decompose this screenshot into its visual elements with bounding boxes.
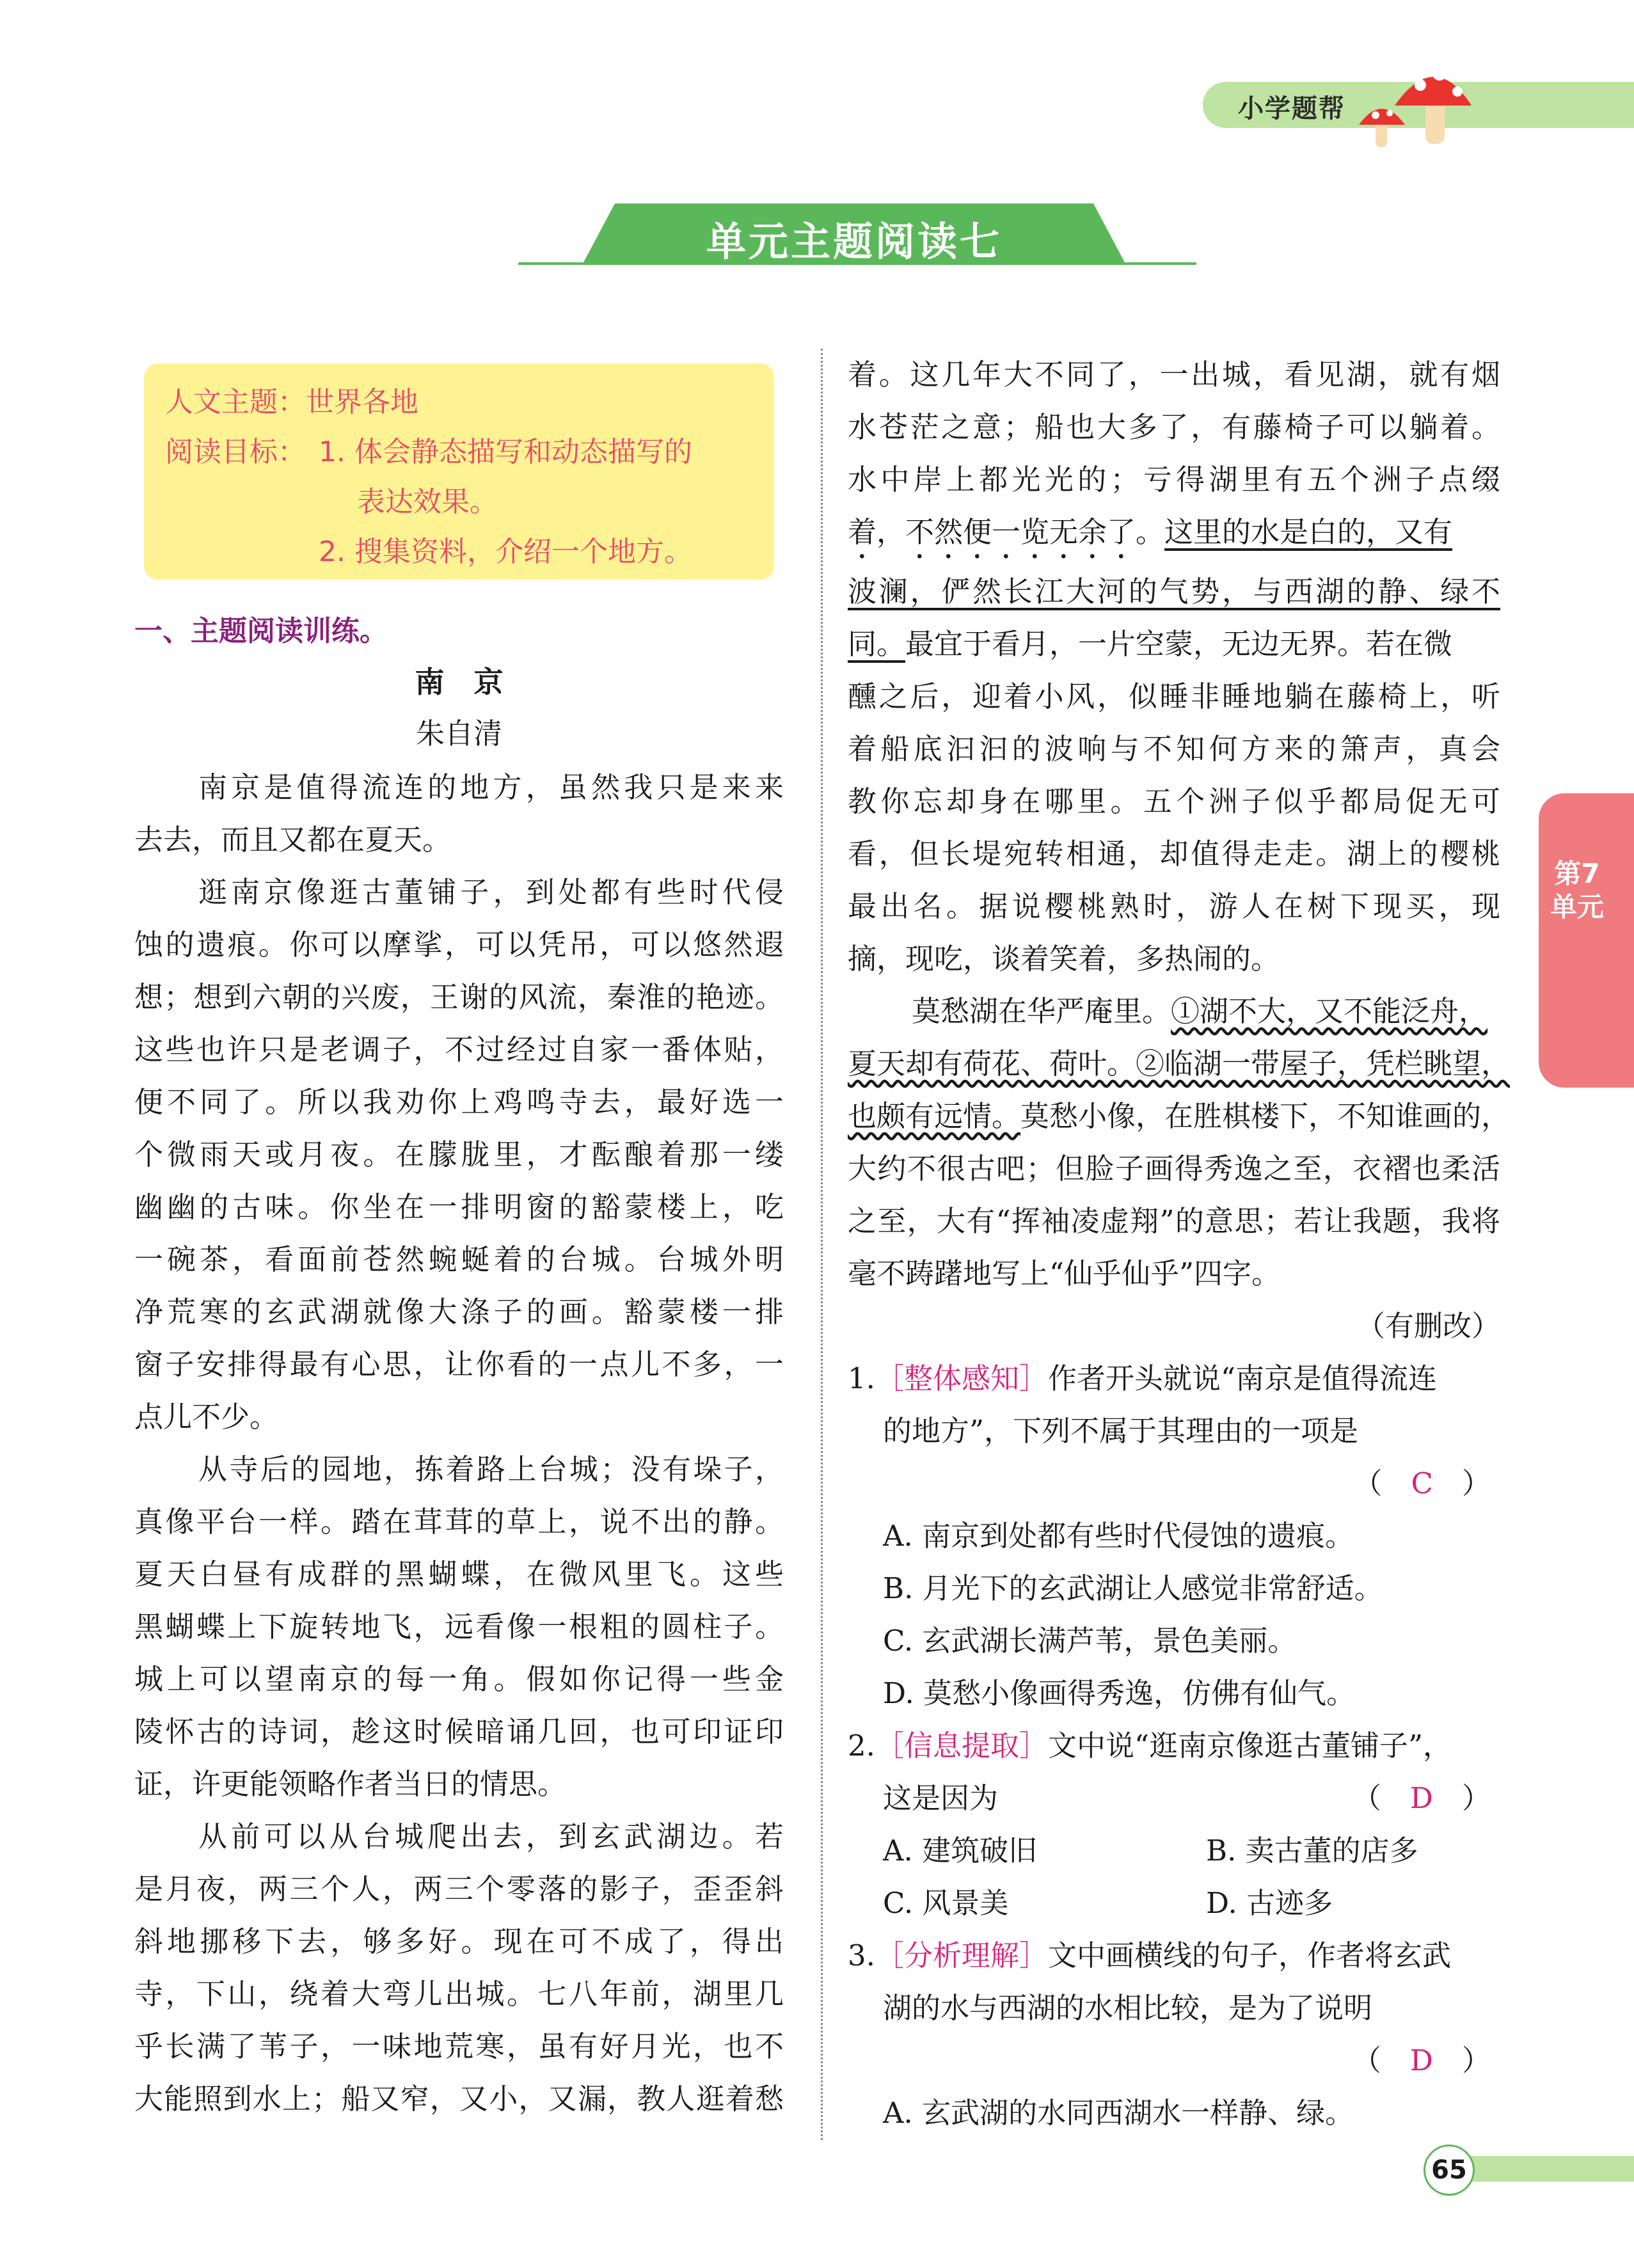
unit-side-tab-label: [1539, 857, 1615, 924]
page-number: 65: [1424, 2145, 1475, 2196]
text-line: 教你忘却身在哪里。五个洲子似乎都局促无可: [848, 784, 1500, 818]
answer: D: [1409, 2043, 1433, 2077]
underlined-sentence: 波澜，俨然长江大河的气势，与西湖的静、绿不: [848, 575, 1500, 608]
text-span: 莫愁湖在华严庵里。: [912, 994, 1171, 1028]
text-line: 城上可以望南京的每一角。假如你记得一些金: [134, 1662, 784, 1696]
text-line: 证，许更能领略作者当日的情思。: [134, 1767, 567, 1801]
wavy-sentence: 夏天却有荷花、荷叶。②临湖一带屋子，凭栏眺望，: [848, 1047, 1511, 1081]
text-line: 斜地挪移下去，够多好。现在可不成了，得出: [134, 1924, 784, 1958]
text-line: 大约不很古吧；但脸子画得秀逸之至，衣褶也柔活: [848, 1152, 1500, 1186]
question-tag: ［信息提取］: [875, 1729, 1048, 1763]
text-line: 最出名。据说樱桃熟时，游人在树下现买，现: [848, 889, 1500, 923]
text-line: 水中岸上都光光的；亏得湖里有五个洲子点缀: [848, 463, 1500, 496]
option[interactable]: C. 风景美: [883, 1886, 1009, 1920]
goal-1: 1. 体会静态描写和动态描写的: [319, 436, 692, 468]
text-line: 从前可以从台城爬出去，到玄武湖边。若: [198, 1820, 784, 1853]
question-number: 1.: [848, 1361, 875, 1395]
text-line: 南京是值得流连的地方，虽然我只是来来: [198, 770, 784, 804]
text-line: 黑蝴蝶上下旋转地飞，远看像一根粗的圆柱子。: [134, 1610, 784, 1644]
unit-word: 单元: [1550, 891, 1604, 923]
question-tag: ［整体感知］: [875, 1361, 1048, 1395]
option[interactable]: B. 月光下的玄武湖让人感觉非常舒适。: [883, 1571, 1383, 1605]
answer-slot[interactable]: （ D ）: [1352, 2043, 1491, 2077]
option[interactable]: A. 建筑破旧: [883, 1834, 1038, 1868]
underlined-sentence: 同。: [848, 627, 906, 661]
answer: C: [1411, 1466, 1433, 1500]
text-line: 之至，大有“挥袖凌虚翔”的意思；若让我题，我将: [848, 1204, 1500, 1238]
text-line: 摘，现吃，谈着笑着，多热闹的。: [848, 942, 1280, 976]
text-line: 想；想到六朝的兴废，王谢的风流，秦淮的艳迹。: [134, 980, 784, 1014]
text-line: 一碗茶，看面前苍然蜿蜒着的台城。台城外明: [134, 1242, 784, 1276]
text-line: 净荒寒的玄武湖就像大涤子的画。豁蒙楼一排: [134, 1295, 784, 1329]
option-row: [848, 1825, 1500, 1877]
text-line: 寺，下山，绕着大弯儿出城。七八年前，湖里几: [134, 1977, 784, 2011]
option[interactable]: B. 卖古董的店多: [1206, 1834, 1418, 1868]
option[interactable]: D. 莫愁小像画得秀逸，仿佛有仙气。: [883, 1676, 1356, 1710]
text-line: 看，但长堤宛转相通，却值得走走。湖上的樱桃: [848, 837, 1500, 871]
question-stem: 文中画横线的句子，作者将玄武: [1047, 1939, 1451, 1972]
option[interactable]: A. 南京到处都有些时代侵蚀的遗痕。: [883, 1519, 1354, 1553]
right-column: [848, 349, 1511, 2139]
question-stem: 湖的水与西湖的水相比较，是为了说明: [883, 1991, 1373, 2025]
goal-1-cont: 表达效果。: [357, 486, 498, 518]
text-line: 窗子安排得最有心思，让你看的一点儿不多，一: [134, 1347, 784, 1381]
question-stem-row: [848, 1772, 1500, 1825]
text-span: 莫愁小像，在胜棋楼下，不知谁画的，: [1020, 1099, 1511, 1133]
option[interactable]: A. 玄武湖的水同西湖水一样静、绿。: [883, 2096, 1354, 2130]
text-line: 是月夜，两三个人，两三个零落的影子，歪歪斜: [134, 1872, 784, 1906]
footer-bar: [1452, 2156, 1634, 2182]
brand-name: 小学题帮: [1238, 94, 1345, 123]
text-line: 个微雨天或月夜。在朦胧里，才酝酿着那一缕: [134, 1138, 784, 1171]
question-stem: 文中说“逛南京像逛古董铺子”，: [1047, 1729, 1452, 1763]
text-line: 真像平台一样。踏在茸茸的草上，说不出的静。: [134, 1505, 784, 1539]
text-line: 着。这几年大不同了，一出城，看见湖，就有烟: [848, 358, 1500, 392]
text-line: 便不同了。所以我劝你上鸡鸣寺去，最好选一: [134, 1085, 784, 1119]
humanities-theme: 人文主题：世界各地: [165, 386, 418, 418]
text-line: 幽幽的古味。你坐在一排明窗的豁蒙楼上，吃: [134, 1190, 784, 1224]
question-stem: 的地方”，下列不属于其理由的一项是: [883, 1414, 1359, 1448]
unit-side-tab: [1539, 793, 1634, 1088]
article-author: 朱自清: [415, 717, 502, 750]
answer-slot[interactable]: （ C ）: [1353, 1466, 1491, 1500]
question-stem: 作者开头就说“南京是值得流连: [1047, 1361, 1437, 1395]
text-line: 乎长满了苇子，一味地荒寒，虽有好月光，也不: [134, 2029, 784, 2063]
text-line: [848, 985, 1500, 1038]
text-line: 大能照到水上；船又窄，又小，又漏，教人逛着愁: [134, 2082, 784, 2116]
text-line: 蚀的遗痕。你可以摩挲，可以凭吊，可以悠然遐: [134, 928, 784, 962]
answer-slot[interactable]: （ D ）: [1352, 1781, 1491, 1815]
text-line: 去去，而且又都在夏天。: [134, 823, 452, 857]
text-span: 最宜于看月，一片空蒙，无边无界。若在微: [905, 627, 1453, 661]
question-2: [848, 1720, 1500, 1930]
question-tag: ［分析理解］: [875, 1939, 1048, 1972]
text-line: 点儿不少。: [134, 1400, 279, 1434]
section-heading: 一、主题阅读训练。: [134, 615, 388, 647]
underlined-sentence: 这里的水是白的，又有: [1164, 515, 1453, 549]
question-number: 2.: [848, 1729, 875, 1763]
goal-label: 阅读目标：: [165, 436, 306, 468]
source-note: （有删改）: [1356, 1309, 1500, 1343]
question-1: [848, 1352, 1500, 1720]
text-line: 这些也许只是老调子，不过经过自家一番体贴，: [134, 1033, 784, 1067]
unit-number: 第7: [1554, 858, 1600, 889]
option[interactable]: C. 玄武湖长满芦苇，景色美丽。: [883, 1624, 1297, 1658]
article-title: 南 京: [415, 665, 504, 699]
question-3: [848, 1930, 1500, 2139]
text-line: 毫不踌躇地写上“仙乎仙乎”四字。: [848, 1257, 1281, 1290]
text-line: [848, 618, 1500, 670]
column-divider: [821, 349, 823, 2140]
option-row: [848, 1877, 1500, 1930]
text-line: 着船底汩汩的波响与不知何方来的箫声，真会: [848, 732, 1500, 766]
answer: D: [1409, 1781, 1433, 1815]
question-stem: 这是因为: [883, 1781, 999, 1815]
question-number: 3.: [848, 1939, 875, 1972]
text-line: 逛南京像逛古董铺子，到处都有些时代侵: [198, 875, 784, 909]
left-column: [134, 761, 784, 2125]
mushroom-icon: [1350, 54, 1471, 150]
text-line: [848, 1090, 1511, 1143]
wavy-sentence: 也颇有远情。: [848, 1099, 1021, 1133]
page-title: 单元主题阅读七: [706, 218, 1002, 265]
option[interactable]: D. 古迹多: [1206, 1886, 1333, 1920]
text-line: [848, 506, 1500, 566]
text-line: 陵怀古的诗词，趁这时候暗诵几回，也可印证印: [134, 1715, 784, 1749]
text-line: 夏天白昼有成群的黑蝴蝶，在微风里飞。这些: [134, 1557, 784, 1591]
text-line: 从寺后的园地，拣着路上台城；没有垛子，: [198, 1452, 784, 1486]
goal-2: 2. 搜集资料，介绍一个地方。: [319, 535, 692, 568]
dotted-text: 着，不然便一览无余了。: [848, 515, 1165, 549]
wavy-sentence: ①湖不大，又不能泛舟，: [1171, 994, 1488, 1028]
text-line: 水苍茫之意；船也大多了，有藤椅子可以躺着。: [848, 410, 1500, 444]
text-line: 醺之后，迎着小风，似睡非睡地躺在藤椅上，听: [848, 679, 1500, 713]
